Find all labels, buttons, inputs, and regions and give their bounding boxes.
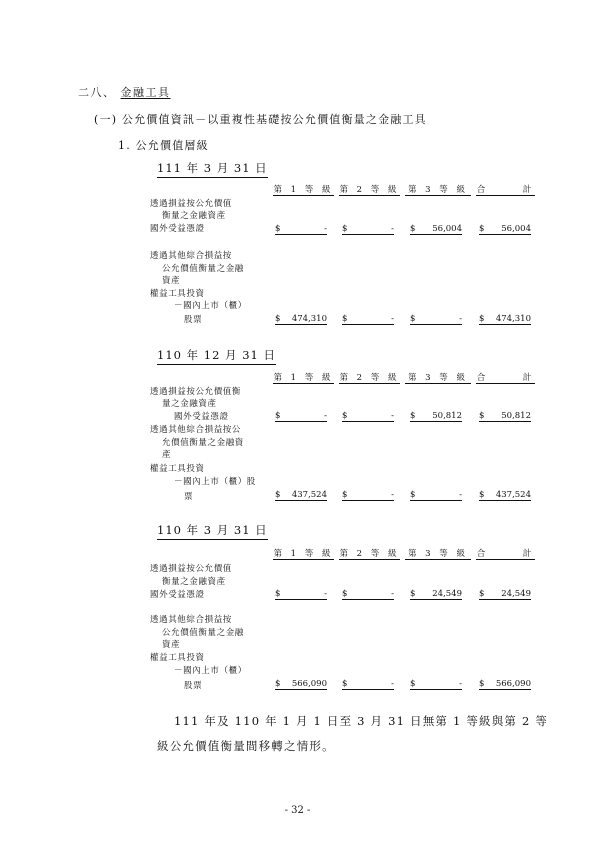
label-listed-line1: －國內上市（櫃）股 [174,477,256,487]
label-fvtpl-item: 國外受益憑證 [174,412,229,422]
value-cell: $ - [342,411,394,421]
period-heading: 110 年 3 月 31 日 [157,522,268,540]
header-level-2: 第 2 等 級 [339,373,400,383]
value-cell: $ 24,549 [479,589,531,599]
label-listed-line2: 股票 [184,315,203,325]
transfer-note-line2: 級公允價值衡量間移轉之情形。 [157,739,335,753]
section-number: 二八、 [78,86,116,99]
header-level-3: 第 3 等 級 [405,547,471,560]
section-heading [78,84,171,100]
label-fvoci-line3: 產 [162,450,172,460]
label-fvtpl-line1: 透過損益按公允價值 [150,199,232,209]
label-fvoci-line2: 允價值衡量之金融資 [162,438,244,448]
value-cell: $ 437,524 [275,490,327,500]
value-cell: $ - [342,224,394,234]
value-cell: $ 24,549 [410,589,462,599]
value-cell: $ - [275,589,327,599]
value-cell: $ - [275,411,327,421]
value-cell: $ 50,812 [479,411,531,421]
label-fvtpl-item: 國外受益憑證 [150,224,205,234]
header-level-1: 第 1 等 級 [273,185,334,195]
value-cell: $ - [410,490,462,500]
label-fvoci-line2: 公允價值衡量之金融 [162,628,244,638]
value-cell: $ - [342,589,394,599]
label-listed-line2: 股票 [184,681,203,691]
header-level-3: 第 3 等 級 [405,371,471,384]
label-fvoci-line3: 資產 [162,640,181,650]
label-fvtpl-item: 國外受益憑證 [150,590,205,600]
header-total: 合 計 [476,373,535,383]
value-cell: $ - [342,314,394,324]
period-heading: 110 年 12 月 31 日 [157,347,276,365]
period-heading: 111 年 3 月 31 日 [157,160,268,178]
label-listed-line1: －國內上市（櫃） [174,301,247,311]
label-fvoci-line1: 透過其他綜合損益按 [150,615,232,625]
label-fvtpl-line2: 量之金融資產 [162,399,217,409]
label-fvtpl-line2: 衡量之金融資產 [162,211,226,221]
value-cell: $ 474,310 [479,314,531,324]
header-total: 合 計 [476,185,535,195]
label-fvoci-line1: 透過其他綜合損益按 [150,251,232,261]
value-cell: $ - [342,679,394,689]
header-level-1: 第 1 等 級 [273,373,334,383]
header-total: 合 計 [476,549,535,559]
label-equity-investment: 權益工具投資 [150,289,205,299]
value-cell: $ 437,524 [479,490,531,500]
value-cell: $ - [275,224,327,234]
value-cell: $ 56,004 [410,224,462,234]
header-level-3: 第 3 等 級 [405,183,471,196]
label-fvtpl-line1: 透過損益按公允價值衡 [150,387,242,397]
value-cell: $ - [410,679,462,689]
value-cell: $ 566,090 [275,679,327,689]
value-cell: $ 50,812 [410,411,462,421]
item-heading: 1. 公允價值層級 [118,139,209,152]
header-level-2: 第 2 等 級 [339,185,400,195]
label-equity-investment: 權益工具投資 [150,464,205,474]
subsection-heading: (一) 公允價值資訊－以重複性基礎按公允價值衡量之金融工具 [94,113,427,126]
header-level-1: 第 1 等 級 [273,549,334,559]
section-title: 金融工具 [120,86,171,99]
value-cell: $ 56,004 [479,224,531,234]
value-cell: $ 566,090 [479,679,531,689]
page-number: - 32 - [284,805,311,816]
label-fvtpl-line2: 衡量之金融資產 [162,577,226,587]
header-level-2: 第 2 等 級 [339,549,400,559]
label-fvoci-line2: 公允價值衡量之金融 [162,264,244,274]
label-listed-line2: 票 [184,492,194,502]
label-fvoci-line3: 資產 [162,276,181,286]
label-equity-investment: 權益工具投資 [150,653,205,663]
value-cell: $ - [342,490,394,500]
value-cell: $ - [410,314,462,324]
label-fvtpl-line1: 透過損益按公允價值 [150,564,232,574]
value-cell: $ 474,310 [275,314,327,324]
label-listed-line1: －國內上市（櫃） [174,666,247,676]
transfer-note-line1: 111 年及 110 年 1 月 1 日至 3 月 31 日無第 1 等級與第 2 等 [174,714,549,728]
label-fvoci-line1: 透過其他綜合損益按公 [150,425,242,435]
